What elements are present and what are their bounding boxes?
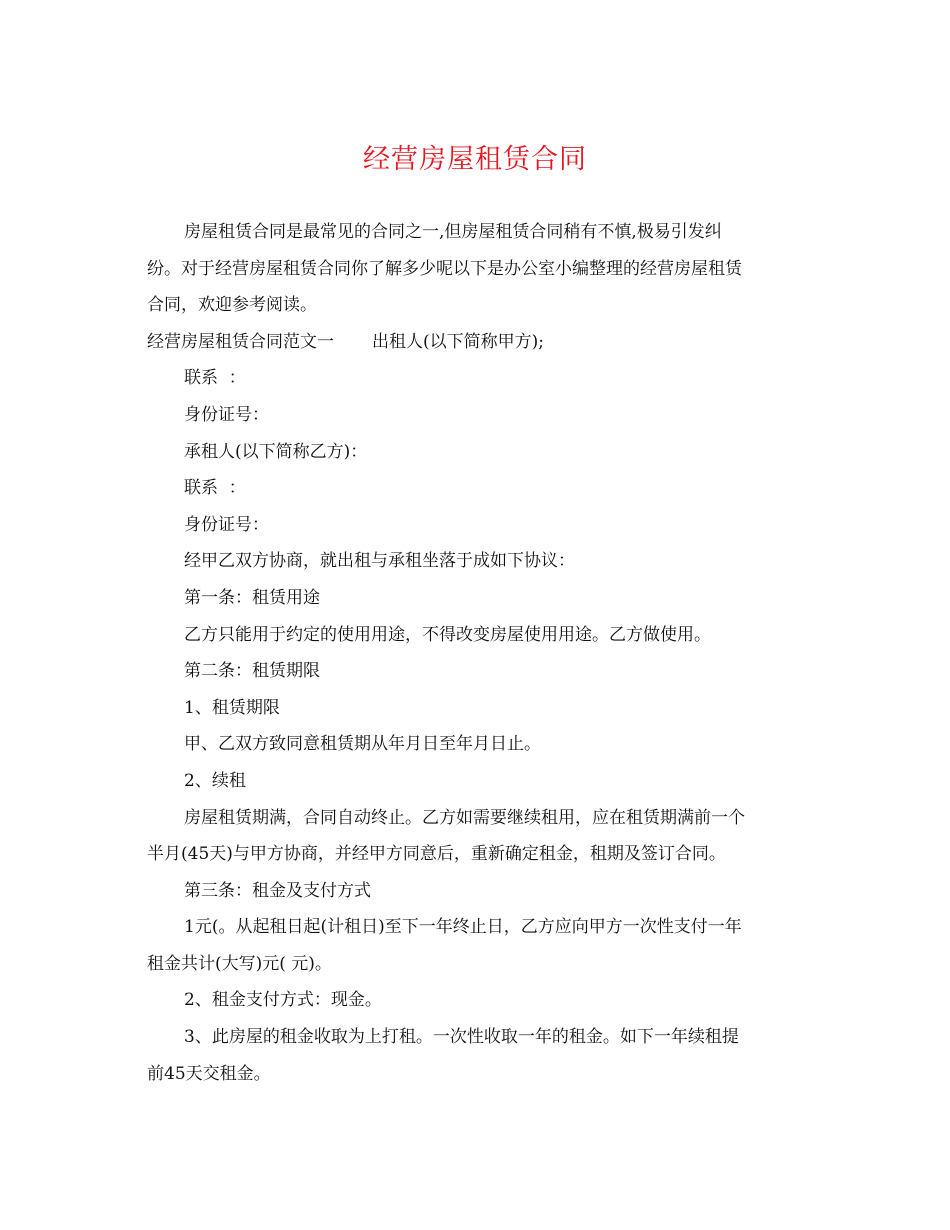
- lessor-line: 出租人(以下简称甲方);: [372, 331, 544, 352]
- article-3-1-line-1: 1元(。从起租日起(计租日)至下一年终止日，乙方应向甲方一次性支付一年: [184, 917, 742, 938]
- id-b: 身份证号：: [184, 514, 269, 535]
- article-2-1-text: 甲、乙双方致同意租赁期从年月日至年月日止。: [184, 734, 541, 755]
- lessee-line: 承租人(以下简称乙方)：: [184, 441, 368, 462]
- intro-line-1: 房屋租赁合同是最常见的合同之一,但房屋租赁合同稍有不慎,极易引发纠: [184, 222, 722, 242]
- heading-line: [147, 324, 807, 361]
- article-3-2: 2、租金支付方式：现金。: [184, 990, 382, 1011]
- article-2-title: 第二条：租赁期限: [184, 661, 320, 682]
- article-3-title: 第三条：租金及支付方式: [184, 880, 371, 901]
- article-2-2-line-2: 半月(45天)与甲方协商，并经甲方同意后，重新确定租金，租期及签订合同。: [147, 844, 726, 865]
- intro-line-2: 纷。对于经营房屋租赁合同你了解多少呢以下是办公室小编整理的经营房屋租赁: [147, 258, 742, 279]
- article-2-1-title: 1、租赁期限: [184, 697, 280, 718]
- article-1-text: 乙方只能用于约定的使用用途，不得改变房屋使用用途。乙方做使用。: [184, 624, 711, 645]
- article-2-2-line-1: 房屋租赁期满，合同自动终止。乙方如需要继续租用，应在租赁期满前一个: [184, 807, 745, 828]
- article-2-2-title: 2、续租: [184, 770, 246, 791]
- article-1-title: 第一条：租赁用途: [184, 587, 320, 608]
- document-body: [147, 214, 807, 1092]
- id-a: 身份证号：: [184, 404, 269, 425]
- document-title: 经营房屋租赁合同: [363, 144, 587, 175]
- article-3-3-line-1: 3、此房屋的租金收取为上打租。一次性收取一年的租金。如下一年续租提: [184, 1027, 739, 1048]
- section-heading: 经营房屋租赁合同范文一: [147, 331, 334, 352]
- article-3-3-line-2: 前45天交租金。: [147, 1063, 271, 1084]
- contact-a: 联系 ：: [184, 368, 246, 389]
- article-3-1-line-2: 租金共计(大写)元( 元)。: [147, 953, 332, 974]
- intro-line-3: 合同，欢迎参考阅读。: [147, 295, 317, 316]
- contact-b: 联系 ：: [184, 478, 246, 499]
- agreement-line: 经甲乙双方协商，就出租与承租坐落于成如下协议：: [184, 551, 575, 572]
